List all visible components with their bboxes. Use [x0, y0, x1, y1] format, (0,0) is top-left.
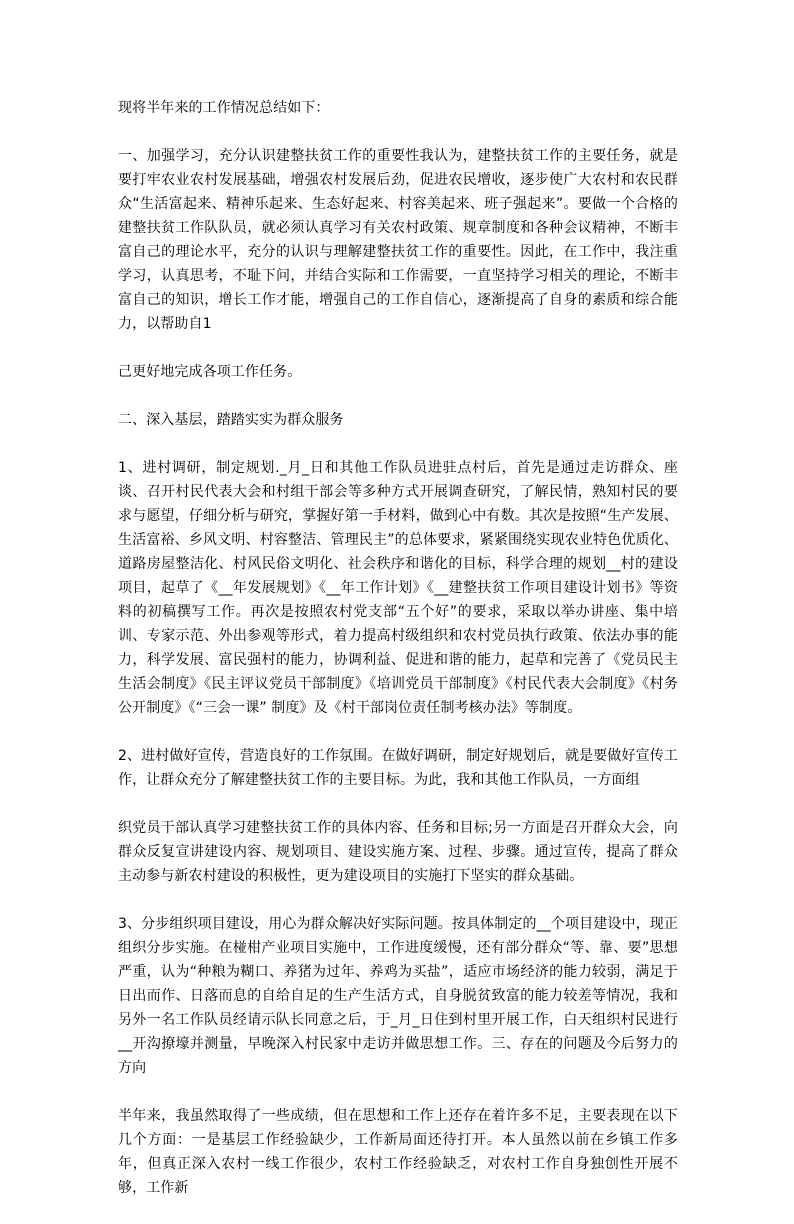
item-3-paragraph: 3、分步组织项目建设，用心为群众解决好实际问题。按具体制定的__个项目建设中，现正组织分步实施。在椪柑产业项目实施中，工作进度缓慢，还有部分群众“等、靠、要”思想严重，认为“种粮为糊口、养猪为过年、养鸡为买盐”，适应市场经济的能力较弱，满足于日出而作、日落而息的自给自足的生产生活方式，自身脱贫致富的能力较差等情况，我和另外一名工作队员经请示队长同意之后，于_月_日住到村里开展工作，白天组织村民进行__开沟撩壕并测量，早晚深入村民家中走访并做思想工作。三、存在的问题及今后努力的方向 — [118, 916, 678, 1076]
summary-paragraph: 半年来，我虽然取得了一些成绩，但在思想和工作上还存在着许多不足，主要表现在以下几个方面：一是基层工作经验缺少，工作新局面还待打开。本人虽然以前在乡镇工作多年，但真正深入农村一线工作很少，农村工作经验缺乏，对农村工作自身独创性开展不够，工作新 — [118, 1108, 678, 1196]
item-1-paragraph: 1、进村调研，制定规划._月_日和其他工作队员进驻点村后，首先是通过走访群众、座谈、召开村民代表大会和村组干部会等多种方式开展调查研究，了解民情，熟知村民的要求与愿望，仔细分析与研究，掌握好第一手材料，做到心中有数。其次是按照“生产发展、生活富裕、乡风文明、村容整洁、管理民主”的总体要求，紧紧围绕实现农业特色优质化、道路房屋整洁化、村风民俗文明化、社会秩序和谐化的目标，科学合理的规划__村的建设项目，起草了《__年发展规划》《__年工作计划》《__建整扶贫工作项目建设计划书》等资料的初稿撰写工作。再次是按照农村党支部“五个好”的要求，采取以举办讲座、集中培训、专家示范、外出参观等形式，着力提高村级组织和农村党员执行政策、依法办事的能力，科学发展、富民强村的能力，协调利益、促进和谐的能力，起草和完善了《党员民主生活会制度》《民主评议党员干部制度》《培训党员干部制度》《村民代表大会制度》《村务公开制度》《“三会一课” 制度》及《村干部岗位责任制考核办法》等制度。 — [118, 460, 678, 716]
item-2-continuation: 织党员干部认真学习建整扶贫工作的具体内容、任务和目标;另一方面是召开群众大会，向群众反复宣讲建设内容、规划项目、建设实施方案、过程、步骤。通过宣传，提高了群众主动参与新农村建设的积极性，更为建设项目的实施打下坚实的群众基础。 — [118, 820, 678, 884]
item-2-paragraph: 2、进村做好宣传，营造良好的工作氛围。在做好调研，制定好规划后，就是要做好宣传工作，让群众充分了解建整扶贫工作的主要目标。为此，我和其他工作队员，一方面组 — [118, 748, 678, 788]
document-page — [118, 96, 678, 1224]
continuation-paragraph: 己更好地完成各项工作任务。 — [118, 364, 302, 380]
section-1-paragraph: 一、加强学习，充分认识建整扶贫工作的重要性我认为，建整扶贫工作的主要任务，就是要打牢农业农村发展基础，增强农村发展后劲，促进农民增收，逐步使广大农村和农民群众“生活富起来、精神乐起来、生态好起来、村容美起来、班子强起来”。要做一个合格的建整扶贫工作队队员，就必须认真学习有关农村政策、规章制度和各种会议精神，不断丰富自己的理论水平，充分的认识与理解建整扶贫工作的重要性。因此，在工作中，我注重学习，认真思考，不耻下问，并结合实际和工作需要，一直坚持学习相关的理论，不断丰富自己的知识，增长工作才能，增强自己的工作自信心，逐渐提高了自身的素质和综合能力，以帮助自1 — [118, 148, 678, 332]
section-2-heading: 二、深入基层，踏踏实实为群众服务 — [118, 412, 344, 428]
intro-paragraph: 现将半年来的工作情况总结如下： — [118, 100, 330, 116]
